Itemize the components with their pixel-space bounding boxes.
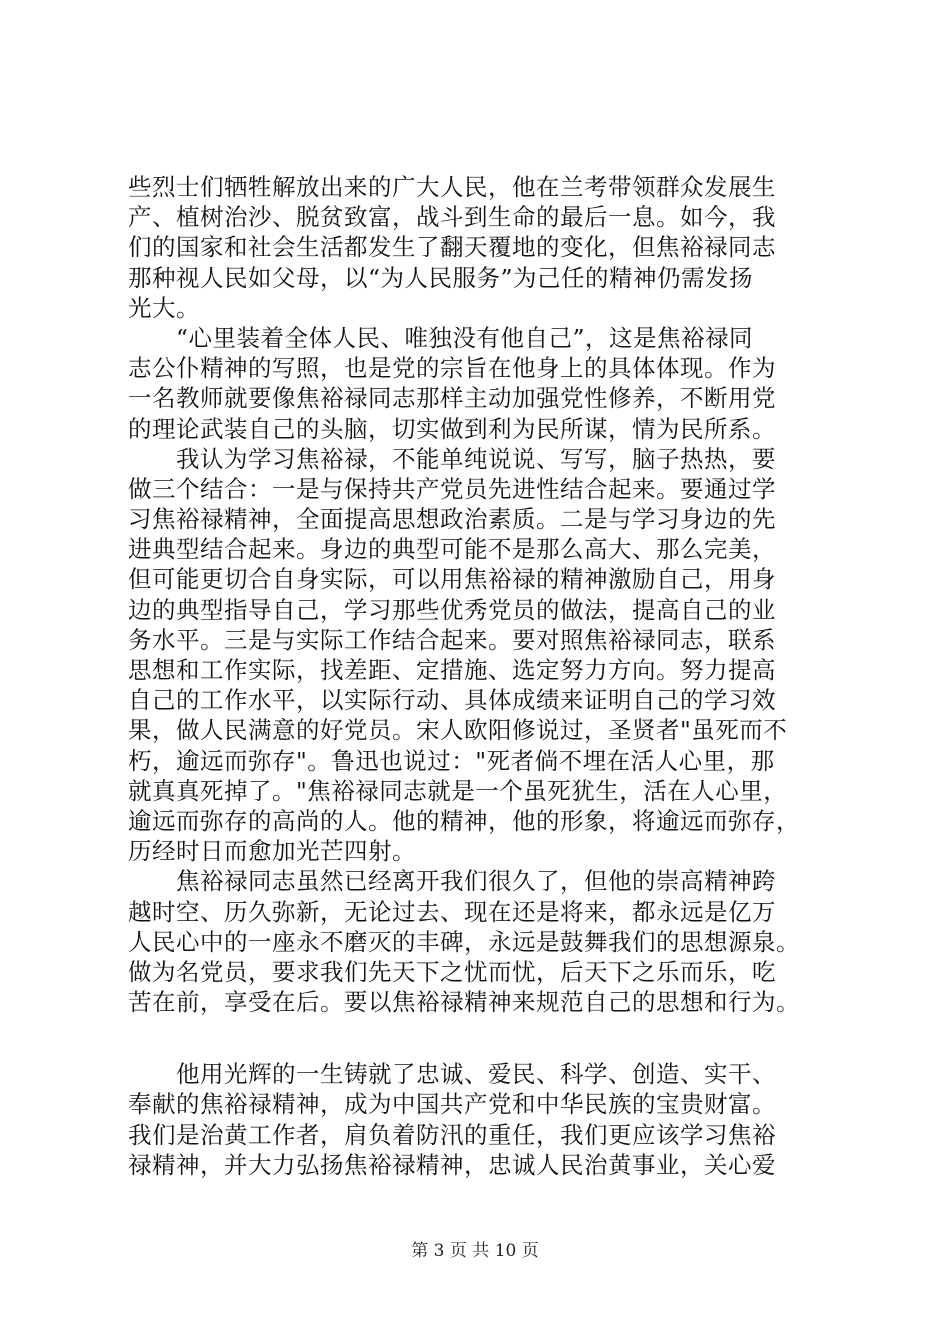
- text-line: 禄精神，并大力弘扬焦裕禄精神，忠诚人民治黄事业，关心爱: [128, 1150, 776, 1179]
- text-line: 果，做人民满意的好党员。宋人欧阳修说过，圣贤者"虽死而不: [128, 716, 788, 745]
- text-line: 朽，逾远而弥存"。鲁迅也说过："死者倘不埋在活人心里，那: [128, 746, 775, 775]
- text-line: 人民心中的一座永不磨灭的丰碑，永远是鼓舞我们的思想源泉。: [128, 927, 800, 956]
- text-line: 我认为学习焦裕禄，不能单纯说说、写写，脑子热热，要: [128, 444, 776, 473]
- page-number-label: 第 3 页 共 10 页: [411, 1241, 539, 1261]
- text-line: 做为名党员，要求我们先天下之忧而忧，后天下之乐而乐，吃: [128, 957, 776, 986]
- text-line: 一名教师就要像焦裕禄同志那样主动加强党性修养，不断用党: [128, 384, 776, 413]
- text-line: 的理论武装自己的头脑，切实做到利为民所谋，情为民所系。: [128, 414, 776, 443]
- paragraph-gap: [128, 1017, 848, 1059]
- text-line: “心里装着全体人民、唯独没有他自己”，这是焦裕禄同: [128, 323, 754, 352]
- text-line: 做三个结合：一是与保持共产党员先进性结合起来。要通过学: [128, 474, 776, 503]
- text-line: 就真真死掉了。"焦裕禄同志就是一个虽死犹生，活在人心里，: [128, 776, 788, 805]
- text-line: 他用光辉的一生铸就了忠诚、爱民、科学、创造、实干、: [128, 1060, 776, 1089]
- text-line: 边的典型指导自己，学习那些优秀党员的做法，提高自己的业: [128, 595, 776, 624]
- text-line: 历经时日而愈加光芒四射。: [128, 837, 416, 866]
- text-line: 越时空、历久弥新，无论过去、现在还是将来，都永远是亿万: [128, 897, 776, 926]
- text-line: 产、植树治沙、脱贫致富，战斗到生命的最后一息。如今，我: [128, 203, 776, 232]
- text-line: 自己的工作水平，以实际行动、具体成绩来证明自己的学习效: [128, 686, 776, 715]
- text-line: 习焦裕禄精神，全面提高思想政治素质。二是与学习身边的先: [128, 505, 776, 534]
- text-line: 但可能更切合自身实际，可以用焦裕禄的精神激励自己，用身: [128, 565, 776, 594]
- text-line: 那种视人民如父母，以“为人民服务”为己任的精神仍需发扬: [128, 263, 754, 292]
- body-text: [128, 172, 848, 1180]
- text-line: 些烈士们牺牲解放出来的广大人民，他在兰考带领群众发展生: [128, 173, 776, 201]
- text-line: 志公仆精神的写照，也是党的宗旨在他身上的具体体现。作为: [128, 354, 776, 383]
- text-line: 苦在前，享受在后。要以焦裕禄精神来规范自己的思想和行为。: [128, 988, 800, 1017]
- text-line: 思想和工作实际，找差距、定措施、选定努力方向。努力提高: [128, 656, 776, 684]
- text-line: 务水平。三是与实际工作结合起来。要对照焦裕禄同志，联系: [128, 625, 776, 654]
- text-line: 们的国家和社会生活都发生了翻天覆地的变化，但焦裕禄同志: [128, 233, 776, 262]
- page-footer: [0, 1240, 950, 1262]
- text-line: 进典型结合起来。身边的典型可能不是那么高大、那么完美，: [128, 535, 776, 564]
- text-line: 我们是治黄工作者，肩负着防汛的重任，我们更应该学习焦裕: [128, 1120, 776, 1149]
- text-line: 奉献的焦裕禄精神，成为中国共产党和中华民族的宝贵财富。: [128, 1090, 776, 1119]
- text-line: 光大。: [128, 293, 200, 322]
- text-line: 逾远而弥存的高尚的人。他的精神，他的形象，将逾远而弥存，: [128, 806, 800, 835]
- text-line: 焦裕禄同志虽然已经离开我们很久了，但他的崇高精神跨: [128, 867, 776, 896]
